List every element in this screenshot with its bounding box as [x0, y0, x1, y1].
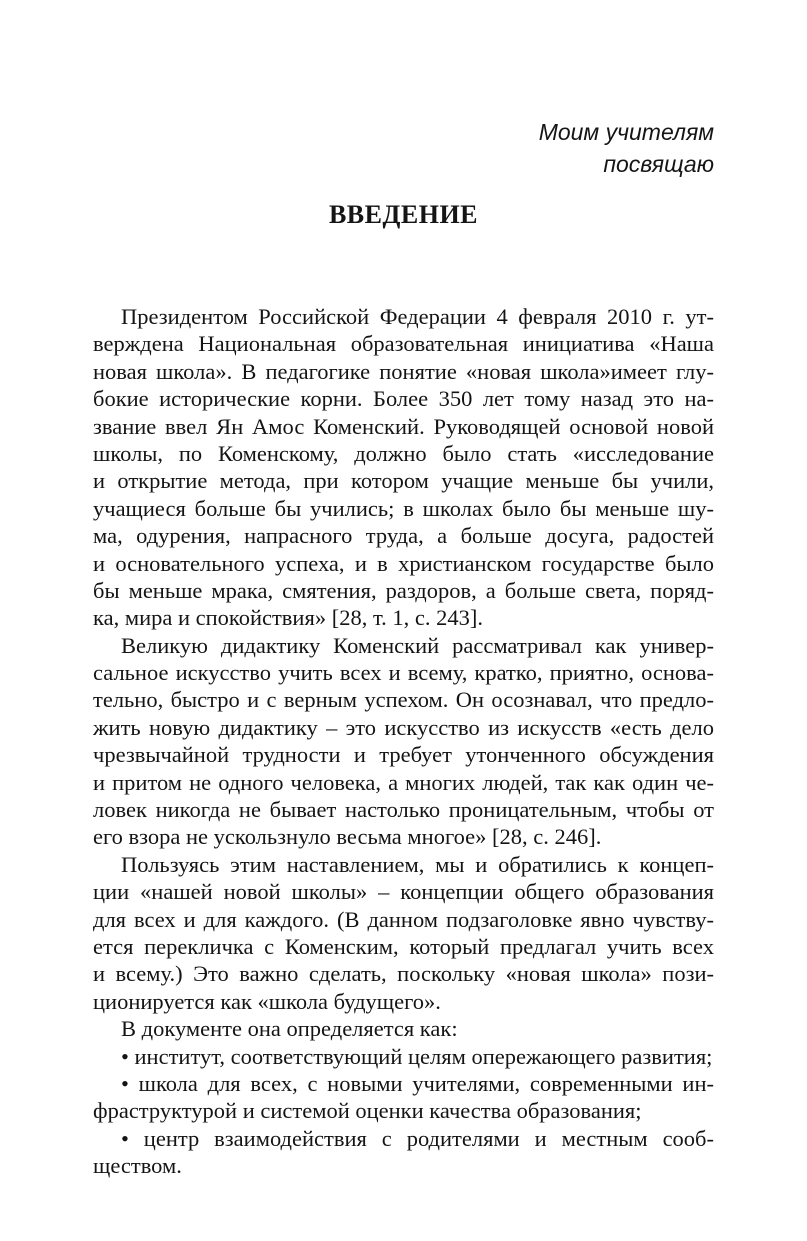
- dedication: [414, 116, 714, 180]
- text-line: В документе она определяется как:: [121, 1016, 458, 1042]
- text-line: его взора не ускользнуло весьма многое» [28, с. 246].: [93, 824, 602, 850]
- text-line: звание ввел Ян Амос Коменский. Руководящей основой новой: [93, 413, 714, 439]
- text-line: • институт, соответствующий целям опережающего развития;: [121, 1043, 713, 1069]
- text-line: ции «нашей новой школы» – концепции общего образования: [93, 879, 714, 905]
- text-line: сальное искусство учить всех и всему, кратко, приятно, основа-: [93, 660, 714, 686]
- paragraph: [93, 851, 714, 1015]
- paragraph: [93, 1043, 714, 1070]
- body-text: [93, 303, 714, 1180]
- text-line: • центр взаимодействия с родителями и местным сооб-: [121, 1125, 714, 1151]
- text-line: ка, мира и спокойствия» [28, т. 1, с. 243].: [93, 605, 483, 631]
- dedication-line-2: посвящаю: [603, 151, 714, 177]
- paragraph: [93, 1125, 714, 1180]
- text-line: и всему.) Это важно сделать, поскольку «новая школа» пози-: [93, 961, 714, 987]
- chapter-title: ВВЕДЕНИЕ: [328, 200, 479, 229]
- text-line: ма, одурения, напрасного труда, а больше досуга, радостей: [93, 523, 714, 549]
- text-line: и основательного успеха, и в христианском государстве было: [93, 550, 714, 576]
- text-line: Президентом Российской Федерации 4 февраля 2010 г. ут-: [121, 304, 714, 329]
- text-line: фраструктурой и системой оценки качества образования;: [93, 1098, 642, 1124]
- text-line: и открытие метода, при котором учащие меньше бы учили,: [93, 468, 714, 494]
- text-line: Пользуясь этим наставлением, мы и обратились к концеп-: [121, 851, 714, 877]
- text-line: для всех и для каждого. (В данном подзаголовке явно чувству-: [93, 906, 714, 932]
- paragraph: [93, 1015, 714, 1042]
- text-line: бы меньше мрака, смятения, раздоров, а больше света, поряд-: [93, 577, 714, 603]
- text-line: школы, по Коменскому, должно было стать «исследование: [93, 440, 714, 466]
- text-line: жить новую дидактику – это искусство из искусств «есть дело: [93, 714, 714, 740]
- text-line: Великую дидактику Коменский рассматривал как универ-: [121, 632, 714, 658]
- text-line: ществом.: [93, 1153, 182, 1179]
- text-line: ется перекличка с Коменским, который предлагал учить всех: [93, 933, 714, 959]
- paragraph: [93, 1070, 714, 1125]
- text-line: бокие исторические корни. Более 350 лет тому назад это на-: [93, 386, 714, 412]
- text-line: новая школа». В педагогике понятие «новая школа»имеет глу-: [93, 358, 714, 384]
- text-line: ционируется как «школа будущего».: [93, 988, 441, 1014]
- text-line: • школа для всех, с новыми учителями, современными ин-: [121, 1070, 714, 1096]
- dedication-line-1: Моим учителям: [538, 119, 714, 145]
- text-line: тельно, быстро и с верным успехом. Он осознавал, что предло-: [93, 687, 714, 713]
- text-line: ловек никогда не бывает настолько проницательным, чтобы от: [93, 797, 714, 823]
- paragraph: [93, 303, 714, 632]
- text-line: верждена Национальная образовательная инициатива «Наша: [93, 331, 714, 357]
- text-line: чрезвычайной трудности и требует утонченного обсуждения: [93, 742, 714, 768]
- paragraph: [93, 632, 714, 851]
- text-line: учащиеся больше бы учились; в школах было бы меньше шу-: [93, 495, 714, 521]
- text-line: и притом не одного человека, а многих людей, так как один че-: [93, 769, 714, 795]
